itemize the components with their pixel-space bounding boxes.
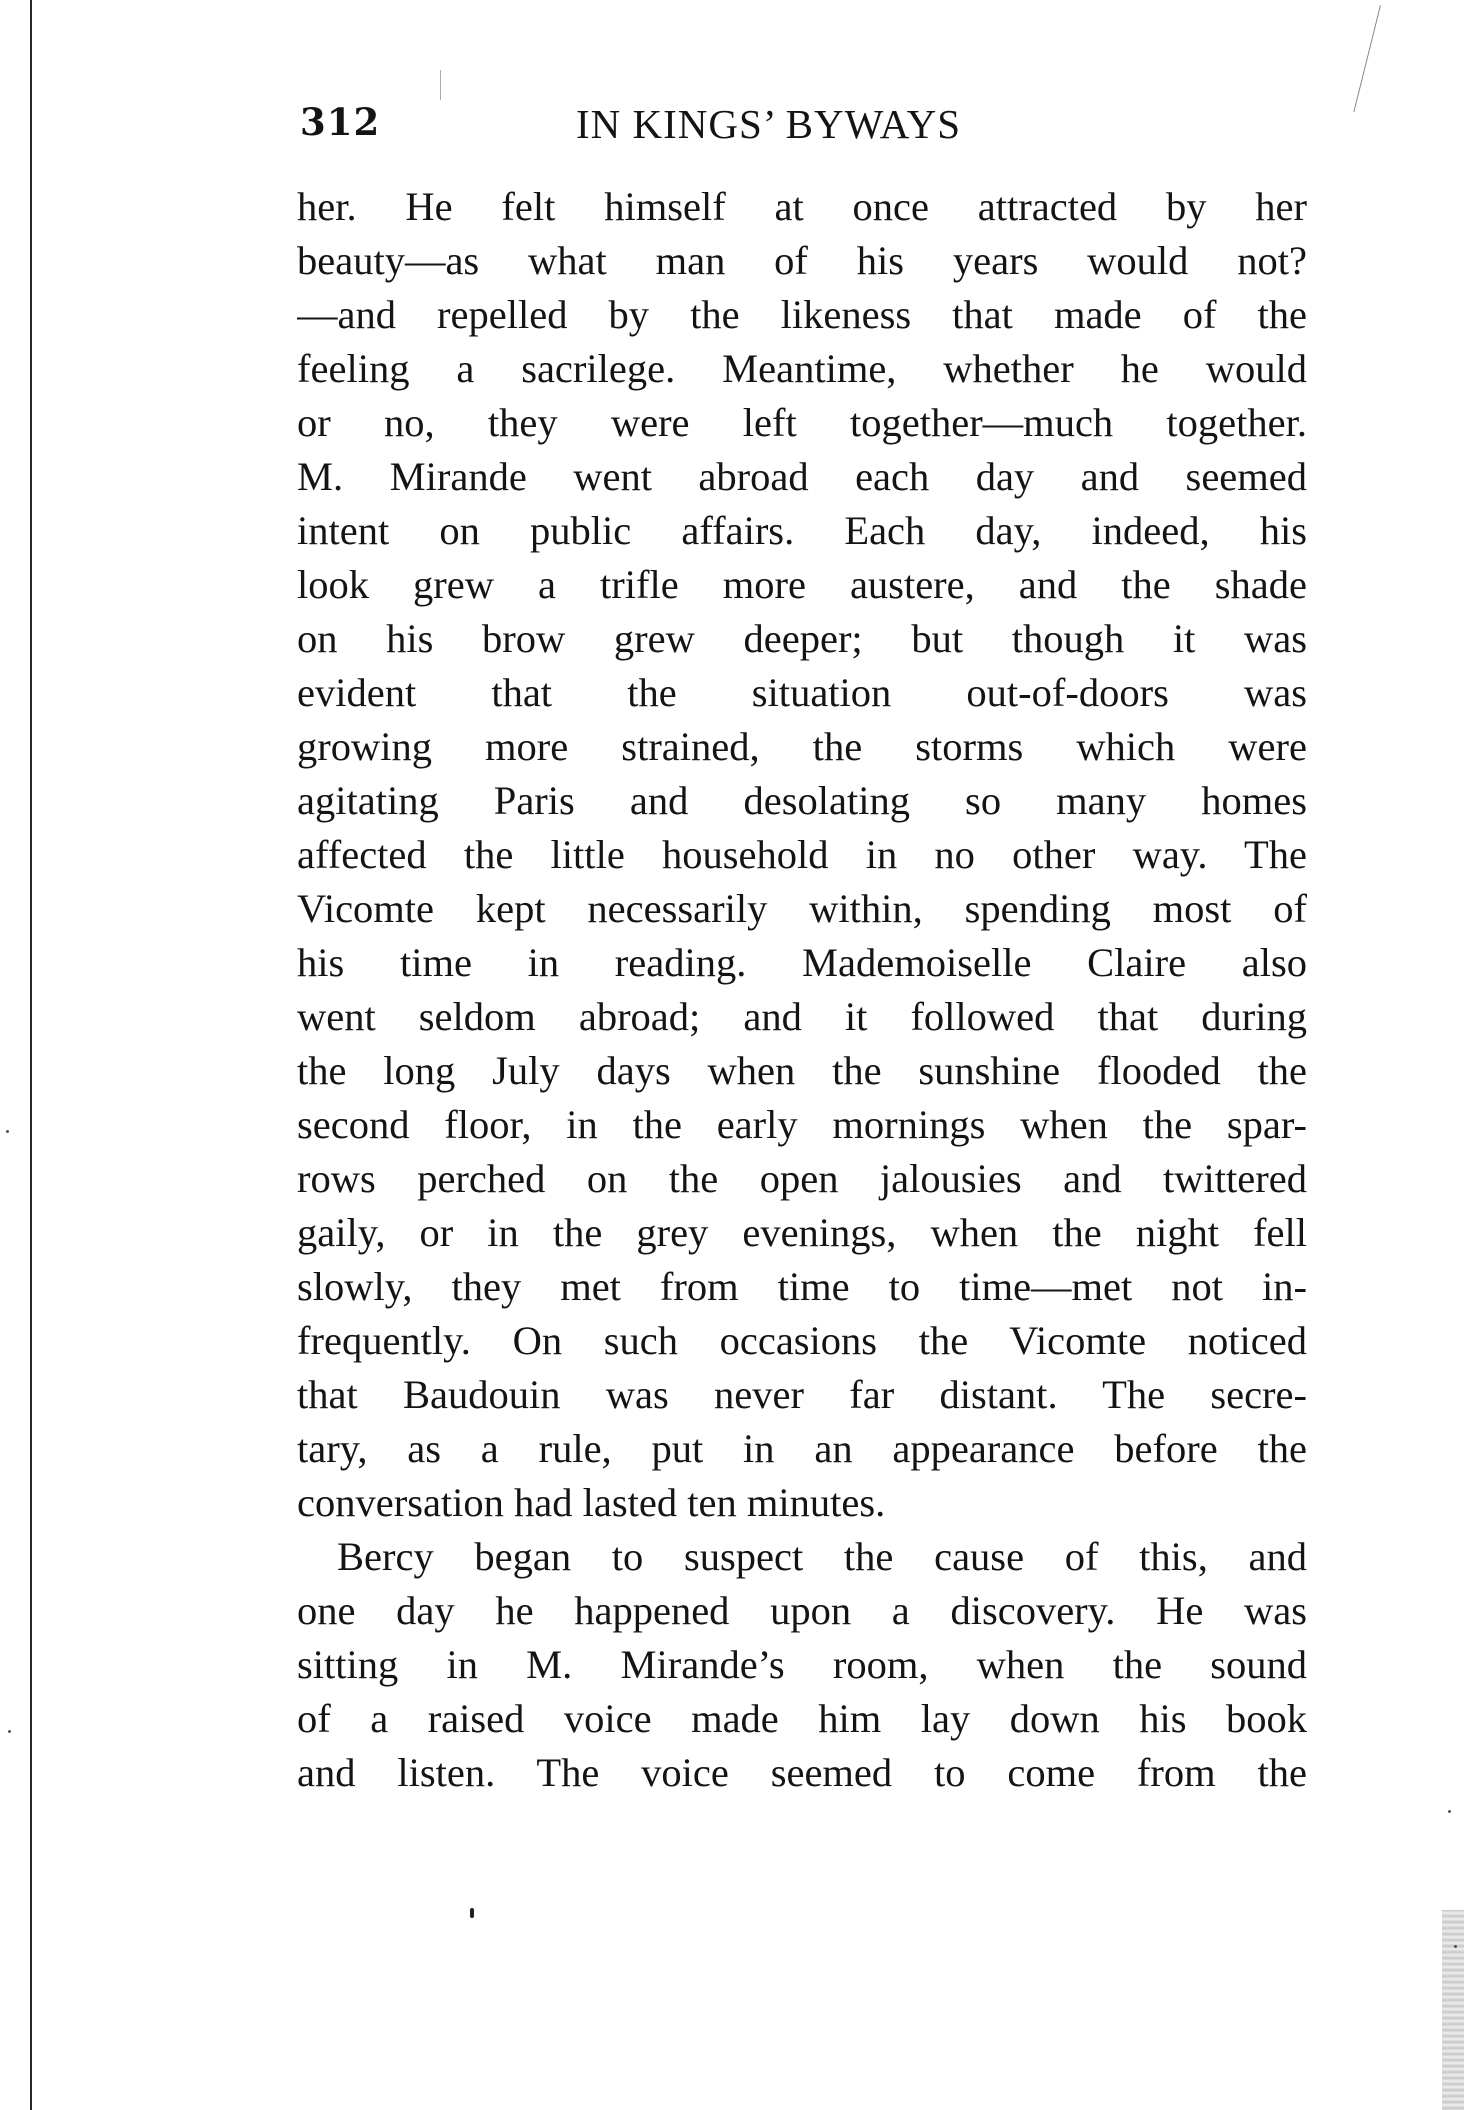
text-line: beauty—as what man of his years would not?: [297, 238, 1307, 283]
text-line: look grew a trifle more austere, and the shade: [297, 562, 1307, 607]
text-line: M. Mirande went abroad each day and seemed: [297, 454, 1307, 499]
text-line: agitating Paris and desolating so many homes: [297, 778, 1307, 823]
text-line: rows perched on the open jalousies and twittered: [297, 1156, 1307, 1201]
text-line: —and repelled by the likeness that made of the: [297, 292, 1307, 337]
running-head: [300, 100, 1310, 156]
running-title: IN KINGS’ BYWAYS: [576, 101, 962, 147]
page-edge-shadow: [1442, 1910, 1464, 2110]
text-line: intent on public affairs. Each day, indeed, his: [297, 508, 1307, 553]
scan-speck: [6, 1130, 9, 1133]
text-line: of a raised voice made him lay down his book: [297, 1696, 1307, 1741]
text-line: gaily, or in the grey evenings, when the night fell: [297, 1210, 1307, 1255]
scan-scratch: [1353, 5, 1381, 112]
text-line: sitting in M. Mirande’s room, when the sound: [297, 1642, 1307, 1687]
text-line: Vicomte kept necessarily within, spending most of: [297, 886, 1307, 931]
text-line: his time in reading. Mademoiselle Claire also: [297, 940, 1307, 985]
text-line: tary, as a rule, put in an appearance before the: [297, 1426, 1307, 1471]
text-line: evident that the situation out-of-doors was: [297, 670, 1307, 715]
text-line: her. He felt himself at once attracted by her: [297, 184, 1307, 229]
text-line: second floor, in the early mornings when the spar-: [297, 1102, 1307, 1147]
text-line: the long July days when the sunshine flooded the: [297, 1048, 1307, 1093]
text-line: Bercy began to suspect the cause of this, and: [337, 1534, 1307, 1579]
scan-speck: [8, 1730, 11, 1733]
binding-edge: [30, 0, 32, 2110]
text-line: affected the little household in no other way. The: [297, 832, 1307, 877]
text-line: feeling a sacrilege. Meantime, whether he would: [297, 346, 1307, 391]
scan-scratch: [440, 70, 441, 100]
text-line: went seldom abroad; and it followed that during: [297, 994, 1307, 1039]
text-line: frequently. On such occasions the Vicomte noticed: [297, 1318, 1307, 1363]
text-line: on his brow grew deeper; but though it was: [297, 616, 1307, 661]
page-number: 312: [300, 100, 381, 144]
body-text: [297, 180, 1307, 1800]
text-line: slowly, they met from time to time—met not in-: [297, 1264, 1307, 1309]
scan-speck: [470, 1908, 474, 1918]
text-line: that Baudouin was never far distant. The secre-: [297, 1372, 1307, 1417]
text-line: growing more strained, the storms which were: [297, 724, 1307, 769]
text-line: one day he happened upon a discovery. He was: [297, 1588, 1307, 1633]
text-line: or no, they were left together—much together.: [297, 400, 1307, 445]
text-line: and listen. The voice seemed to come from the: [297, 1750, 1307, 1795]
scan-speck: [1448, 1810, 1451, 1813]
text-line: conversation had lasted ten minutes.: [297, 1480, 886, 1525]
